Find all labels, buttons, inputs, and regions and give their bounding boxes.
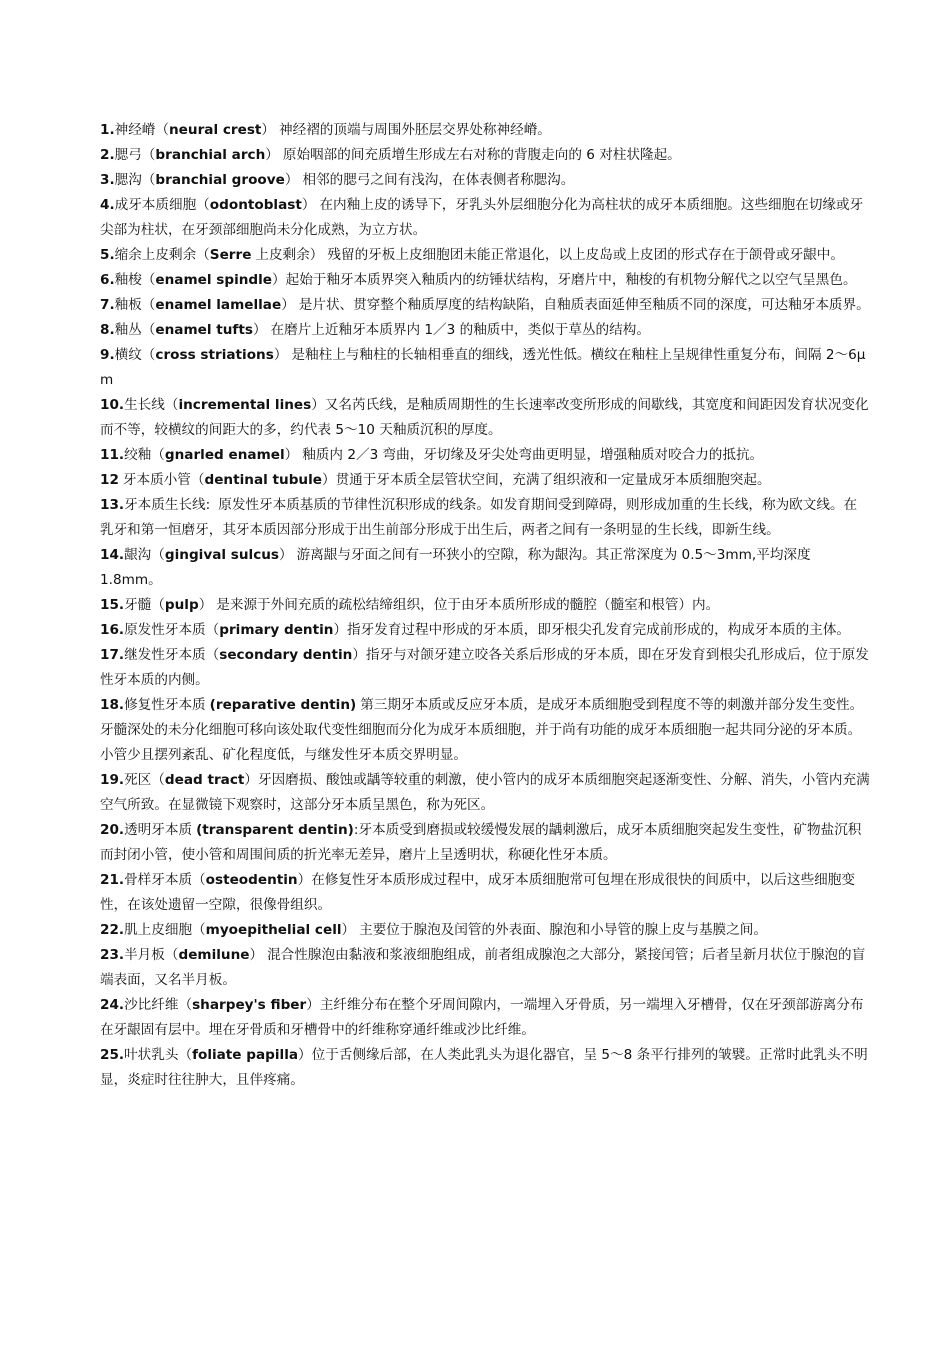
entry-head: 原发性牙本质（: [124, 622, 220, 638]
glossary-entry-20: [100, 818, 870, 868]
entry-definition: 主要位于腺泡及闰管的外表面、腺泡和小导管的腺上皮与基膜之间。: [359, 922, 767, 938]
entry-definition: 是片状、贯穿整个釉质厚度的结构缺陷，自釉质表面延伸至釉质不同的深度，可达釉牙本质界。: [298, 297, 870, 313]
entry-definition: 主纤维分布在整个牙周间隙内，一端埋入牙骨质，另一端埋入牙槽骨，仅在牙颈部游离分布在牙龈固有层中。埋在牙骨质和牙槽骨中的纤维称穿通纤维或沙比纤维。: [100, 997, 864, 1038]
entry-number: 9.: [100, 347, 115, 363]
glossary-entry-4: [100, 193, 870, 243]
glossary-entry-22: [100, 918, 870, 943]
entry-number: 19.: [100, 772, 125, 788]
entry-definition: 指牙与对颌牙建立咬各关系后形成的牙本质，即在牙发育到根尖孔形成后，位于原发性牙本质的内侧。: [100, 647, 869, 688]
entry-close: ）: [252, 322, 267, 338]
entry-number: 17.: [100, 647, 125, 663]
glossary-entry-10: [100, 393, 870, 443]
entry-term: demilune: [178, 947, 250, 963]
entry-close: ）: [306, 997, 320, 1013]
entry-head: 牙本质生长线:: [124, 497, 211, 513]
entry-close: 上皮剩余）: [255, 247, 324, 263]
entry-close: ）: [311, 397, 325, 413]
entry-head: 牙本质小管（: [122, 472, 205, 488]
entry-head: 龈沟（: [124, 547, 165, 563]
entry-head: 牙髓（: [124, 597, 165, 613]
entry-head: 死区（: [124, 772, 165, 788]
entry-head: 骨样牙本质（: [124, 872, 206, 888]
entry-definition: 相邻的腮弓之间有浅沟，在体表侧者称腮沟。: [302, 172, 575, 188]
entry-close: ）: [273, 347, 288, 363]
glossary-entry-17: [100, 643, 870, 693]
entry-close: ）: [284, 172, 299, 188]
entry-term: dentinal tubule: [204, 472, 322, 488]
glossary-entry-5: [100, 243, 870, 268]
entry-number: 3.: [100, 172, 115, 188]
entry-number: 23.: [100, 947, 125, 963]
entry-term: (transparent dentin): [196, 822, 354, 838]
entry-close: ）: [352, 647, 366, 663]
glossary-entry-3: [100, 168, 870, 193]
entry-definition: 是釉柱上与釉柱的长轴相垂直的细线，透光性低。横纹在釉柱上呈规律性重复分布，间隔 2～6μ m: [100, 347, 866, 388]
entry-close: ）: [333, 622, 348, 638]
entry-definition: 牙本质受到磨损或较缓慢发展的龋刺激后，成牙本质细胞突起发生变性，矿物盐沉积而封闭小管，使小管和周围间质的折光率无差异，磨片上呈透明状，称硬化性牙本质。: [100, 822, 862, 863]
glossary-entry-7: [100, 293, 870, 318]
entry-definition: 在磨片上近釉牙本质界内 1／3 的釉质中，类似于草丛的结构。: [270, 322, 650, 338]
glossary-entry-23: [100, 943, 870, 993]
entry-head: 肌上皮细胞（: [124, 922, 206, 938]
entry-definition: 是来源于外间充质的疏松结缔组织，位于由牙本质所形成的髓腔（髓室和根管）内。: [216, 597, 720, 613]
glossary-entry-8: [100, 318, 870, 343]
entry-head: 生长线（: [124, 397, 179, 413]
glossary-entry-24: [100, 993, 870, 1043]
entry-definition: 在内釉上皮的诱导下，牙乳头外层细胞分化为高柱状的成牙本质细胞。这些细胞在切缘或牙尖部为柱状，在牙颈部细胞尚未分化成熟，为立方状。: [100, 197, 864, 238]
entry-close: ）: [281, 297, 295, 313]
entry-head: 成牙本质细胞（: [114, 197, 210, 213]
glossary-entry-12: [100, 468, 870, 493]
entry-head: 绞釉（: [124, 447, 165, 463]
entry-number: 15.: [100, 597, 125, 613]
entry-close: ）: [321, 472, 336, 488]
entry-number: 14.: [100, 547, 125, 563]
entry-number: 16.: [100, 622, 125, 638]
entry-number: 6.: [100, 272, 115, 288]
glossary-entry-1: [100, 118, 870, 143]
entry-term: branchial arch: [155, 147, 266, 163]
glossary-entry-6: [100, 268, 870, 293]
entry-definition: 又名芮氏线，是釉质周期性的生长速率改变所形成的间歇线，其宽度和间距因发育状况变化而不等，较横纹的间距大的多，约代表 5～10 天釉质沉积的厚度。: [100, 397, 869, 438]
glossary-entry-9: [100, 343, 870, 393]
entry-number: 2.: [100, 147, 115, 163]
glossary-entry-25: [100, 1043, 870, 1093]
entry-definition: 指牙发育过程中形成的牙本质，即牙根尖孔发育完成前形成的，构成牙本质的主体。: [347, 622, 851, 638]
glossary-entry-16: [100, 618, 870, 643]
entry-close: ）: [301, 197, 316, 213]
entry-close: ）: [341, 922, 356, 938]
entry-definition: 混合性腺泡由黏液和浆液细胞组成，前者组成腺泡之大部分，紧接闰管；后者呈新月状位于腺泡的盲端表面，又名半月板。: [100, 947, 866, 988]
entry-definition: 原发性牙本质基质的节律性沉积形成的线条。如发育期间受到障碍，则形成加重的生长线，称为欧文线。在乳牙和第一恒磨牙，其牙本质因部分形成于出生前部分形成于出生后，两者之间有一条明显的生长线，即新生线。: [100, 497, 858, 538]
entry-term: (reparative dentin): [209, 697, 357, 713]
entry-definition: 釉质内 2／3 弯曲，牙切缘及牙尖处弯曲更明显，增强釉质对咬合力的抵抗。: [302, 447, 764, 463]
entry-definition: 游离龈与牙面之间有一环狭小的空隙，称为龈沟。其正常深度为 0.5～3mm,平均深度 1.8mm。: [100, 547, 811, 588]
glossary-entry-19: [100, 768, 870, 818]
glossary-entry-11: [100, 443, 870, 468]
entry-head: 沙比纤维（: [124, 997, 193, 1013]
entry-number: 5.: [100, 247, 115, 263]
entry-definition: 在修复性牙本质形成过程中，成牙本质细胞常可包埋在形成很快的间质中，以后这些细胞变性，在该处遗留一空隙，很像骨组织。: [100, 872, 855, 913]
entry-term: pulp: [164, 597, 199, 613]
entry-term: branchial groove: [155, 172, 285, 188]
entry-number: 10.: [100, 397, 125, 413]
entry-number: 11.: [100, 447, 125, 463]
entry-definition: 贯通于牙本质全层管状空间，充满了组织液和一定量成牙本质细胞突起。: [335, 472, 771, 488]
glossary-entry-13: [100, 493, 870, 543]
entry-head: 腮沟（: [114, 172, 156, 188]
entry-close: :: [353, 822, 359, 838]
entry-number: 18.: [100, 697, 125, 713]
entry-close: ）: [284, 447, 299, 463]
entry-head: 横纹（: [114, 347, 156, 363]
entry-close: ）: [279, 547, 293, 563]
entry-number: 20.: [100, 822, 125, 838]
entry-definition: 原始咽部的间充质增生形成左右对称的背腹走向的 6 对柱状隆起。: [282, 147, 681, 163]
entry-number: 7.: [100, 297, 115, 313]
entry-head: 继发性牙本质（: [124, 647, 220, 663]
glossary-entry-18: [100, 693, 870, 768]
entry-term: osteodentin: [205, 872, 298, 888]
entry-number: 22.: [100, 922, 125, 938]
entry-close: ）: [249, 947, 264, 963]
glossary-entry-21: [100, 868, 870, 918]
glossary-page: [100, 118, 870, 1093]
entry-head: 缩余上皮剩余（: [114, 247, 210, 263]
entry-head: 神经嵴（: [114, 122, 169, 138]
entry-close: ）: [244, 772, 258, 788]
entry-term: gnarled enamel: [164, 447, 285, 463]
entry-term: foliate papilla: [192, 1047, 299, 1063]
glossary-entry-14: [100, 543, 870, 593]
entry-definition: 第三期牙本质或反应牙本质，是成牙本质细胞受到程度不等的刺激并部分发生变性。牙髓深处的未分化细胞可移向该处取代变性细胞而分化为成牙本质细胞，并于尚有功能的成牙本质细胞一起共同分泌的牙本质。小管少且摆列紊乱、矿化程度低，与继发性牙本质交界明显。: [100, 697, 864, 763]
entry-term: enamel lamellae: [155, 297, 282, 313]
entry-term: myoepithelial cell: [205, 922, 342, 938]
entry-term: cross striations: [155, 347, 274, 363]
entry-close: ）: [265, 147, 279, 163]
entry-definition: 神经褶的顶端与周围外胚层交界处称神经嵴。: [279, 122, 551, 138]
entry-term: incremental lines: [178, 397, 312, 413]
entry-head: 釉梭（: [114, 272, 156, 288]
entry-close: ）: [198, 597, 213, 613]
entry-head: 半月板（: [124, 947, 179, 963]
entry-number: 1.: [100, 122, 115, 138]
entry-number: 24.: [100, 997, 125, 1013]
entry-number: 8.: [100, 322, 115, 338]
entry-term: neural crest: [169, 122, 262, 138]
entry-close: ）: [261, 122, 276, 138]
entry-term: enamel spindle: [155, 272, 273, 288]
entry-term: enamel tufts: [155, 322, 253, 338]
entry-head: 釉板（: [114, 297, 156, 313]
entry-definition: 起始于釉牙本质界突入釉质内的纺锤状结构，牙磨片中，釉梭的有机物分解代之以空气呈黑色。: [285, 272, 857, 288]
entry-head: 釉丛（: [114, 322, 156, 338]
entry-head: 修复性牙本质: [124, 697, 206, 713]
entry-term: gingival sulcus: [164, 547, 280, 563]
entry-term: secondary dentin: [219, 647, 353, 663]
entry-close: ）: [272, 272, 286, 288]
entry-definition: 牙因磨损、酸蚀或龋等较重的刺激，使小管内的成牙本质细胞突起逐渐变性、分解、消失，小管内充满空气所致。在显微镜下观察时，这部分牙本质呈黑色，称为死区。: [100, 772, 870, 813]
entry-number: 25.: [100, 1047, 125, 1063]
entry-term: Serre: [209, 247, 252, 263]
glossary-entry-2: [100, 143, 870, 168]
glossary-entry-15: [100, 593, 870, 618]
entry-number: 21.: [100, 872, 125, 888]
entry-number: 12: [100, 472, 119, 488]
entry-close: ）: [297, 872, 312, 888]
entry-head: 透明牙本质: [124, 822, 193, 838]
entry-number: 13.: [100, 497, 125, 513]
entry-term: sharpey's fiber: [192, 997, 307, 1013]
entry-term: odontoblast: [209, 197, 302, 213]
entry-number: 4.: [100, 197, 115, 213]
entry-definition: 残留的牙板上皮细胞团未能正常退化，以上皮岛或上皮团的形式存在于颌骨或牙龈中。: [327, 247, 844, 263]
entry-close: ）: [298, 1047, 312, 1063]
entry-head: 腮弓（: [114, 147, 156, 163]
entry-head: 叶状乳头（: [124, 1047, 193, 1063]
entry-term: primary dentin: [219, 622, 334, 638]
entry-definition: 位于舌侧缘后部，在人类此乳头为退化器官，呈 5～8 条平行排列的皱襞。正常时此乳头不明显，炎症时往往肿大，且伴疼痛。: [100, 1047, 868, 1088]
entry-term: dead tract: [164, 772, 245, 788]
